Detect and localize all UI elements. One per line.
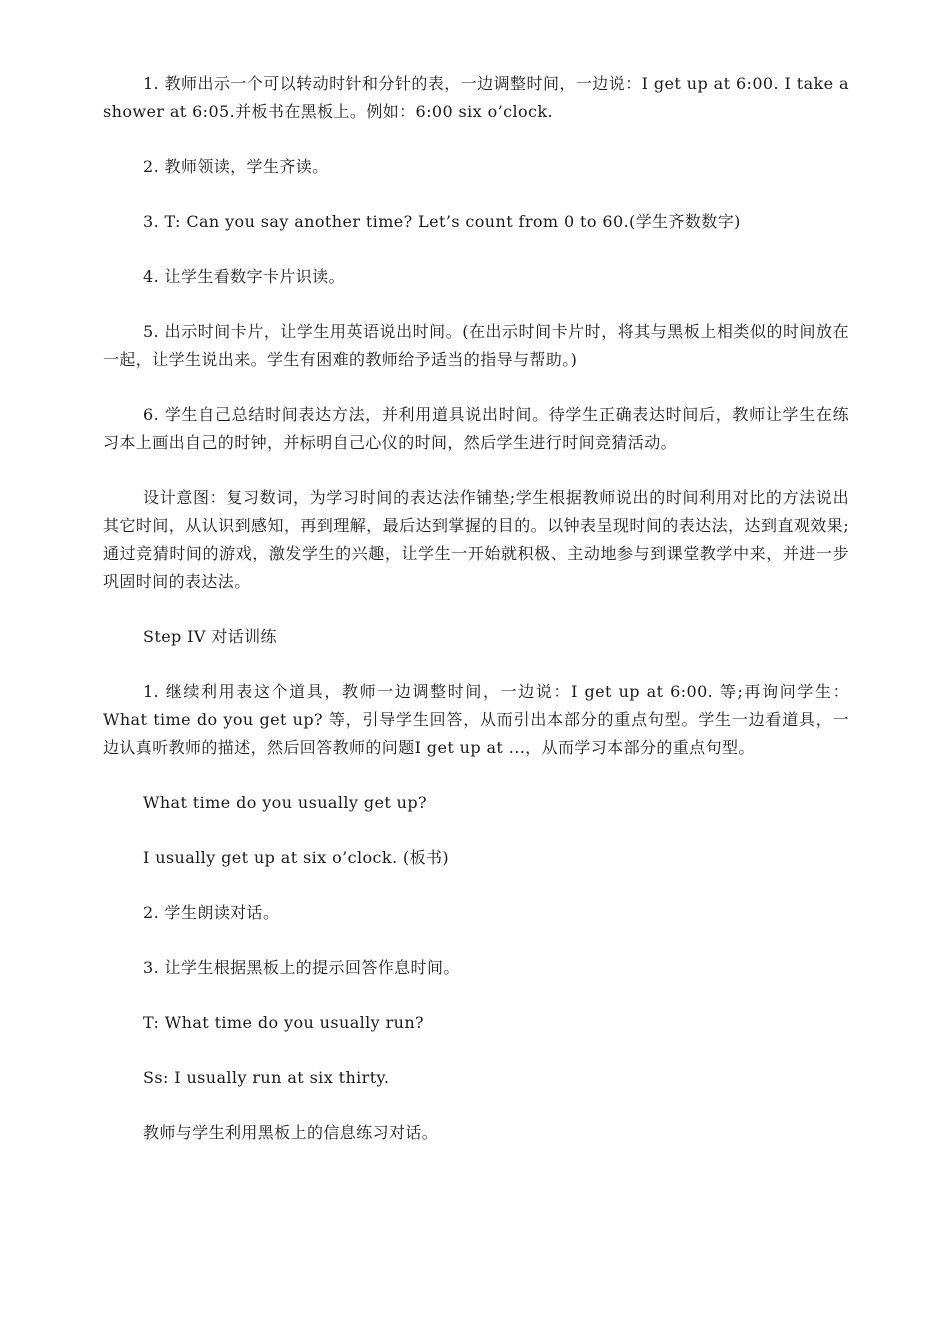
dialogue-students-line: Ss: I usually run at six thirty. — [143, 1068, 390, 1087]
paragraph-count-numbers: 3. T: Can you say another time? Let’s count from 0 to 60.(学生齐数数字) — [143, 212, 741, 231]
dialogue-teacher-line: T: What time do you usually run? — [143, 1013, 425, 1032]
paragraph-summary-activity: 6. 学生自己总结时间表达方法，并利用道具说出时间。待学生正确表达时间后，教师让学生在练习本上画出自己的时钟，并标明自己心仪的时间，然后学生进行时间竞猜活动。 — [103, 405, 849, 452]
paragraph-number-cards: 4. 让学生看数字卡片识读。 — [143, 267, 345, 286]
paragraph-practice-dialogue: 教师与学生利用黑板上的信息练习对话。 — [143, 1123, 439, 1142]
paragraph-dialogue-intro: 1. 继续利用表这个道具，教师一边调整时间，一边说：I get up at 6:00. 等;再询问学生：What time do you get up? 等，引导学生回答，从而引出本部分的重点句型。学生一边看道具，一边认真听教师的描述，然后回答教师的问题I get up at ...，从而学习本部分的重点句型。 — [103, 682, 849, 757]
section-heading-step-iv: Step IV 对话训练 — [143, 627, 277, 646]
dialogue-answer: I usually get up at six o’clock. (板书) — [143, 848, 450, 867]
document-page — [103, 70, 855, 1147]
paragraph-lead-reading: 2. 教师领读，学生齐读。 — [143, 157, 329, 176]
paragraph-time-cards: 5. 出示时间卡片，让学生用英语说出时间。(在出示时间卡片时，将其与黑板上相类似的时间放在一起，让学生说出来。学生有困难的教师给予适当的指导与帮助。) — [103, 322, 849, 369]
paragraph-answer-schedule: 3. 让学生根据黑板上的提示回答作息时间。 — [143, 958, 460, 977]
paragraph-read-dialogue: 2. 学生朗读对话。 — [143, 903, 280, 922]
paragraph-clock-demo: 1. 教师出示一个可以转动时针和分针的表，一边调整时间，一边说：I get up at 6:00. I take a shower at 6:05.并板书在黑板上。例如：6:00 six o’clock. — [103, 74, 855, 121]
paragraph-design-intent: 设计意图：复习数词，为学习时间的表达法作铺垫;学生根据教师说出的时间利用对比的方法说出其它时间，从认识到感知，再到理解，最后达到掌握的目的。以钟表呈现时间的表达法，达到直观效果;通过竞猜时间的游戏，激发学生的兴趣，让学生一开始就积极、主动地参与到课堂教学中来，并进一步巩固时间的表达法。 — [103, 488, 849, 591]
dialogue-question: What time do you usually get up? — [143, 793, 427, 812]
